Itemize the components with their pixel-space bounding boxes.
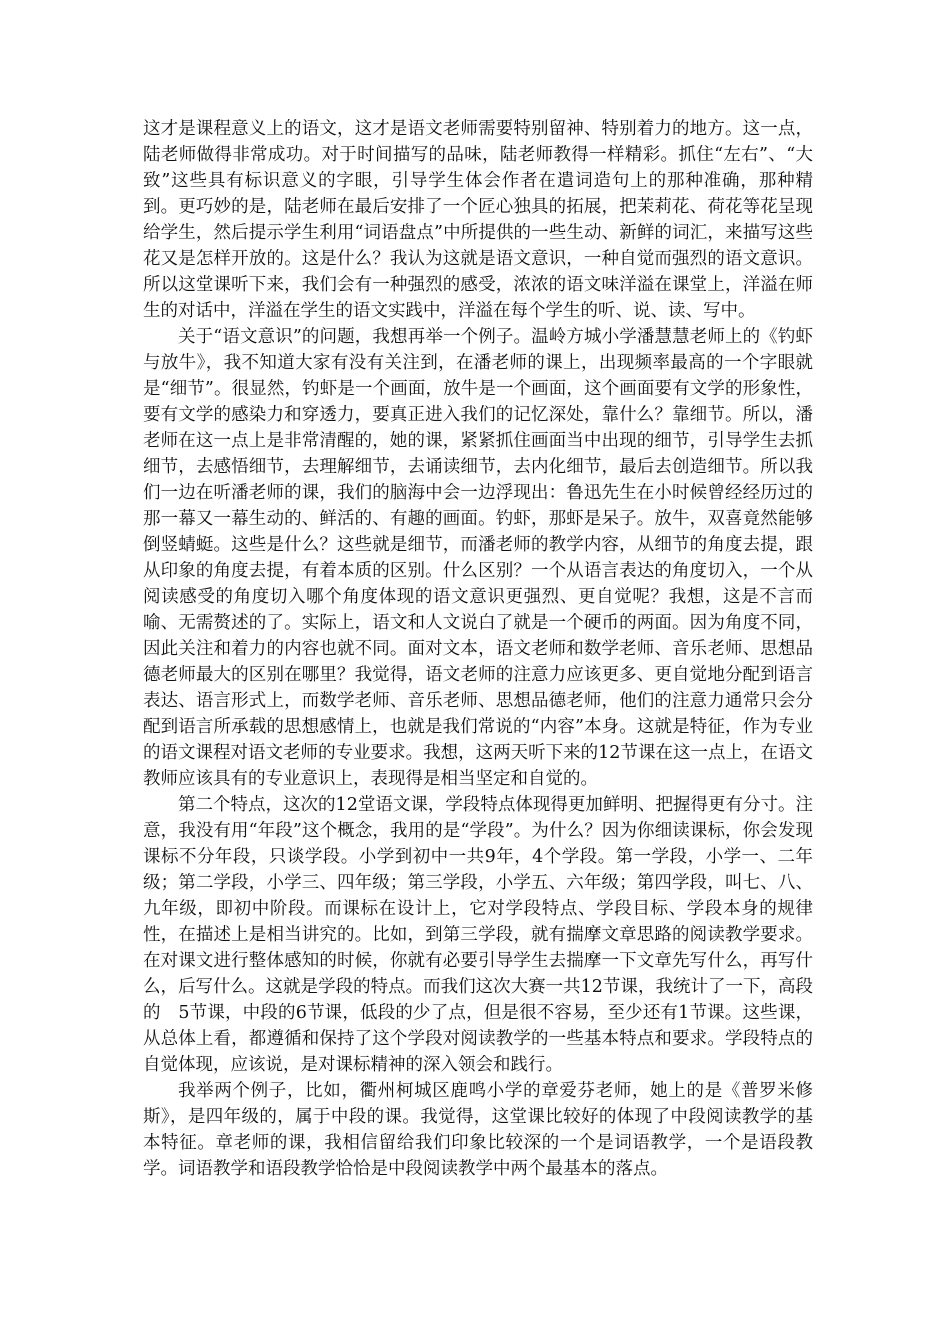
paragraph-2: 关于“语文意识”的问题，我想再举一个例子。温岭方城小学潘慧慧老师上的《钓虾与放牛》，我不知道大家有没有关注到，在潘老师的课上，出现频率最高的一个字眼就是“细节”。很显然，钓虾是一个画面，放牛是一个画面，这个画面要有文学的形象性，要有文学的感染力和穿透力，要真正进入我们的记忆深处，靠什么？靠细节。所以，潘老师在这一点上是非常清醒的，她的课，紧紧抓住画面当中出现的细节，引导学生去抓细节，去感悟细节，去理解细节，去诵读细节，去内化细节，最后去创造细节。所以我们一边在听潘老师的课，我们的脑海中会一边浮现出：鲁迅先生在小时候曾经经历过的那一幕又一幕生动的、鲜活的、有趣的画面。钓虾，那虾是呆子。放牛，双喜竟然能够倒竖蜻蜓。这些是什么？这些就是细节，而潘老师的教学内容，从细节的角度去提，跟从印象的角度去提，有着本质的区别。什么区别？一个从语言表达的角度切入，一个从阅读感受的角度切入哪个角度体现的语文意识更强烈、更自觉呢？我想，这是不言而喻、无需赘述的了。实际上，语文和人文说白了就是一个硬币的两面。因为角度不同，因此关注和着力的内容也就不同。面对文本，语文老师和数学老师、音乐老师、思想品德老师最大的区别在哪里？我觉得，语文老师的注意力应该更多、更自觉地分配到语言表达、语言形式上，而数学老师、音乐老师、思想品德老师，他们的注意力通常只会分配到语言所承载的思想感情上，也就是我们常说的“内容”本身。这就是特征，作为专业的语文课程对语文老师的专业要求。我想，这两天听下来的12节课在这一点上，在语文教师应该具有的专业意识上，表现得是相当坚定和自觉的。 — [143, 327, 813, 789]
paragraph-1: 这才是课程意义上的语文，这才是语文老师需要特别留神、特别着力的地方。这一点，陆老师做得非常成功。对于时间描写的品味，陆老师教得一样精彩。抓住“左右”、“大致”这些具有标识意义的字眼，引导学生体会作者在遣词造句上的那种准确，那种精到。更巧妙的是，陆老师在最后安排了一个匠心独具的拓展，把茉莉花、荷花等花呈现给学生，然后提示学生利用“词语盘点”中所提供的一些生动、新鲜的词汇，来描写这些花又是怎样开放的。这是什么？我认为这就是语文意识，一种自觉而强烈的语文意识。所以这堂课听下来，我们会有一种强烈的感受，浓浓的语文味洋溢在课堂上，洋溢在师生的对话中，洋溢在学生的语文实践中，洋溢在每个学生的听、说、读、写中。 — [143, 119, 813, 321]
document-body — [143, 116, 813, 1182]
paragraph-4: 我举两个例子，比如，衢州柯城区鹿鸣小学的章爱芬老师，她上的是《普罗米修斯》，是四年级的，属于中段的课。我觉得，这堂课比较好的体现了中段阅读教学的基本特征。章老师的课，我相信留给我们印象比较深的一个是词语教学，一个是语段教学。词语教学和语段教学恰恰是中段阅读教学中两个最基本的落点。 — [143, 1081, 813, 1179]
paragraph-3: 第二个特点，这次的12堂语文课，学段特点体现得更加鲜明、把握得更有分寸。注意，我没有用“年段”这个概念，我用的是“学段”。为什么？因为你细读课标，你会发现课标不分年段，只谈学段。小学到初中一共9年，4个学段。第一学段，小学一、二年级；第二学段，小学三、四年级；第三学段，小学五、六年级；第四学段，叫七、八、九年级，即初中阶段。而课标在设计上，它对学段特点、学段目标、学段本身的规律性，在描述上是相当讲究的。比如，到第三学段，就有揣摩文章思路的阅读教学要求。在对课文进行整体感知的时候，你就有必要引导学生去揣摩一下文章先写什么，再写什么，后写什么。这就是学段的特点。而我们这次大赛一共12节课，我统计了一下，高段的 5节课，中段的6节课，低段的少了点，但是很不容易，至少还有1节课。这些课，从总体上看，都遵循和保持了这个学段对阅读教学的一些基本特点和要求。学段特点的自觉体现，应该说，是对课标精神的深入领会和践行。 — [143, 795, 813, 1075]
